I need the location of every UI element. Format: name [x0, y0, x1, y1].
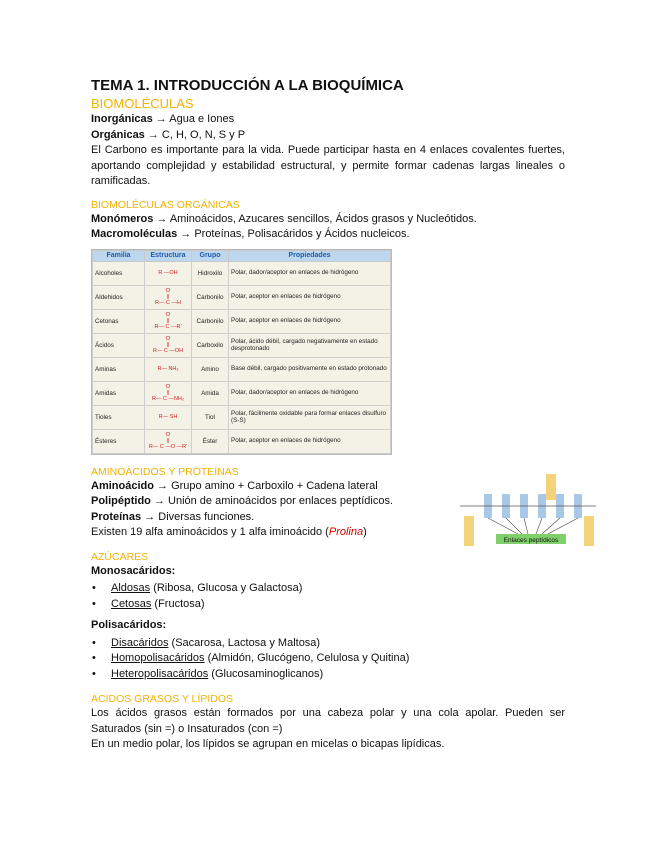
- polipeptido-text: → Unión de aminoácidos por enlaces peptídicos.: [150, 495, 394, 507]
- table-cell-propiedades: Polar, ácido débil, cargado negativamente en estado desprotonado: [229, 333, 391, 357]
- table-cell-estructura: [145, 429, 192, 453]
- figure-label: Enlaces peptídicos: [503, 537, 559, 544]
- structure-line: R— C —H: [155, 300, 181, 306]
- existen-pre: Existen 19 alfa aminoácidos y 1 alfa iminoácido (: [91, 526, 329, 538]
- macromoleculas-label: Macromoléculas: [91, 228, 178, 240]
- list-item-detail: (Glucosaminoglicanos): [208, 667, 324, 680]
- inorganicas-text: → Agua e Iones: [152, 113, 235, 125]
- structure-line: R— C —O —R': [148, 444, 188, 450]
- organicas-text: → C, H, O, N, S y P: [144, 128, 246, 141]
- bullet-icon: •: [92, 597, 96, 610]
- polisacaridos-list: [91, 636, 565, 683]
- list-item-term: Heteropolisacáridos: [111, 667, 209, 680]
- peptide-bond-figure: [456, 468, 599, 550]
- table-row: [93, 405, 391, 429]
- structure-line: ||: [166, 294, 170, 300]
- list-item-detail: (Ribosa, Glucosa y Galactosa): [150, 582, 303, 594]
- monomeros-line: [91, 212, 565, 228]
- list-item-term: Disacáridos: [111, 636, 169, 649]
- structure-line: R— C —R': [154, 324, 182, 330]
- proteinas-text: → Diversas funciones.: [141, 510, 255, 523]
- page-title: TEMA 1. INTRODUCCIÓN A LA BIOQUÍMICA: [91, 77, 404, 94]
- side-chain-shape: [464, 516, 474, 546]
- table-cell-familia: Ácidos: [93, 333, 145, 357]
- table-row: [93, 261, 391, 285]
- list-item: [91, 651, 565, 667]
- table-cell-estructura: [145, 333, 192, 357]
- table-cell-familia: Aminas: [93, 357, 145, 381]
- aminoacido-text: → Grupo amino + Carboxilo + Cadena lateral: [153, 479, 378, 492]
- structure-line: ||: [166, 438, 170, 444]
- table-row: [93, 285, 391, 309]
- aminoacido-label: Aminoácido: [91, 479, 154, 492]
- table-cell-estructura: [145, 381, 192, 405]
- proteinas-label: Proteínas: [91, 510, 142, 523]
- structure-line: O: [165, 384, 171, 390]
- bullet-icon: •: [92, 636, 96, 649]
- structure-line: R —OH: [158, 270, 178, 276]
- existen-post: ): [363, 526, 367, 538]
- macromoleculas-line: [91, 227, 565, 243]
- table-cell-propiedades: Polar, aceptor en enlaces de hidrógeno: [229, 429, 391, 453]
- organicas-label: Orgánicas: [91, 128, 145, 141]
- table-cell-propiedades: Polar, dador/aceptor en enlaces de hidrógeno: [229, 261, 391, 285]
- table-cell-familia: Cetonas: [93, 309, 145, 333]
- table-cell-propiedades: Polar, fácilmente oxidable para formar enlaces disulfuro (S-S): [229, 405, 391, 429]
- table-cell-estructura: [145, 309, 192, 333]
- table-cell-familia: Tioles: [93, 405, 145, 429]
- peptide-chain-illustration: [456, 468, 599, 550]
- structure-line: O: [165, 312, 171, 318]
- side-chain-shape: [546, 474, 556, 500]
- table-cell-grupo: Carbonilo: [192, 309, 229, 333]
- side-chain-shape: [584, 516, 594, 546]
- lipidos-paragraph-1: Los ácidos grasos están formados por una cabeza polar y una cola apolar. Pueden ser Saturados (sin =) o Insaturados (con =): [91, 707, 565, 735]
- table-header-row: [93, 250, 391, 261]
- table-cell-grupo: Tiol: [192, 405, 229, 429]
- monosacaridos-list: [91, 581, 565, 612]
- list-item-detail: (Almidón, Glucógeno, Celulosa y Quitina): [204, 652, 410, 664]
- table-cell-familia: Amidas: [93, 381, 145, 405]
- structure-line: ||: [166, 390, 170, 396]
- structure-line: R— NH₂: [157, 366, 179, 372]
- list-item: [91, 597, 565, 613]
- section-heading-lipidos: ACIDOS GRASOS Y LÍPIDOS: [91, 693, 233, 705]
- table-row: [93, 357, 391, 381]
- document-page: [91, 76, 565, 753]
- polisacaridos-title: Polisacáridos:: [91, 619, 167, 631]
- table-cell-familia: Ésteres: [93, 429, 145, 453]
- table-cell-propiedades: Base débil, cargado positivamente en estado protonado: [229, 357, 391, 381]
- table-cell-estructura: [145, 357, 192, 381]
- table-row: [93, 309, 391, 333]
- monomeros-text: → Aminoácidos, Azucares sencillos, Ácidos grasos y Nucleótidos.: [153, 212, 477, 225]
- table-cell-estructura: [145, 405, 192, 429]
- inorganicas-line: [91, 112, 565, 128]
- table-cell-familia: Alcoholes: [93, 261, 145, 285]
- structure-line: O: [165, 336, 171, 342]
- table-header-cell: Grupo: [192, 250, 229, 261]
- structure-line: ||: [166, 318, 170, 324]
- structure-line: R— SH: [158, 414, 178, 420]
- polipeptido-label: Polipéptido: [91, 495, 151, 507]
- functional-groups-table: [91, 249, 392, 455]
- table-cell-grupo: Amida: [192, 381, 229, 405]
- list-item: [91, 581, 565, 597]
- table-cell-estructura: [145, 261, 192, 285]
- monosacaridos-title: Monosacáridos:: [91, 564, 176, 577]
- carbono-paragraph: El Carbono es importante para la vida. Puede participar hasta en 4 enlaces covalentes fuertes, aportando complejidad y estabilidad estructural, y permite formar cadenas largas lineales o ramificadas.: [91, 144, 565, 187]
- table-cell-grupo: Carbonilo: [192, 285, 229, 309]
- section-heading-aminoacidos: AMINOÁCIDOS Y PROTEÍNAS: [91, 465, 239, 478]
- structure-line: R— C —NH₂: [151, 396, 185, 402]
- table-header-cell: Familia: [93, 250, 145, 261]
- structure-line: R— C —OH: [152, 348, 184, 354]
- table-header-cell: Estructura: [145, 250, 192, 261]
- table-cell-propiedades: Polar, aceptor en enlaces de hidrógeno: [229, 309, 391, 333]
- macromoleculas-text: → Proteínas, Polisacáridos y Ácidos nucleicos.: [177, 228, 410, 240]
- section-heading-azucares: AZÚCARES: [91, 550, 149, 563]
- structure-line: ||: [166, 342, 170, 348]
- table-cell-grupo: Carboxilo: [192, 333, 229, 357]
- monomeros-label: Monómeros: [91, 212, 154, 225]
- table-row: [93, 333, 391, 357]
- table-cell-estructura: [145, 285, 192, 309]
- list-item-detail: (Sacarosa, Lactosa y Maltosa): [168, 636, 321, 649]
- table-cell-familia: Aldehidos: [93, 285, 145, 309]
- lipidos-paragraph-2: En un medio polar, los lípidos se agrupan en micelas o bicapas lipídicas.: [91, 738, 445, 750]
- structure-line: O: [165, 288, 171, 294]
- section-heading-biomoleculas: BIOMOLÉCULAS: [91, 96, 194, 111]
- bullet-icon: •: [92, 667, 96, 680]
- list-item-term: Cetosas: [111, 597, 152, 610]
- list-item-term: Homopolisacáridos: [111, 652, 205, 664]
- list-item: [91, 667, 565, 683]
- inorganicas-label: Inorgánicas: [91, 113, 153, 125]
- table-cell-grupo: Amino: [192, 357, 229, 381]
- organicas-line: [91, 128, 565, 144]
- list-item: [91, 636, 565, 652]
- table-cell-grupo: Hidroxilo: [192, 261, 229, 285]
- table-cell-propiedades: Polar, dador/aceptor en enlaces de hidrógeno: [229, 381, 391, 405]
- table-row: [93, 381, 391, 405]
- bullet-icon: •: [92, 652, 96, 664]
- list-item-term: Aldosas: [111, 582, 151, 594]
- section-heading-organicas: BIOMOLÉCULAS ORGÁNICAS: [91, 198, 240, 211]
- table-cell-propiedades: Polar, aceptor en enlaces de hidrógeno: [229, 285, 391, 309]
- list-item-detail: (Fructosa): [151, 597, 205, 610]
- bullet-icon: •: [92, 582, 96, 594]
- prolina-text: Prolina: [328, 526, 364, 538]
- table-header-cell: Propiedades: [229, 250, 391, 261]
- table-row: [93, 429, 391, 453]
- table-cell-grupo: Éster: [192, 429, 229, 453]
- structure-line: O: [165, 432, 171, 438]
